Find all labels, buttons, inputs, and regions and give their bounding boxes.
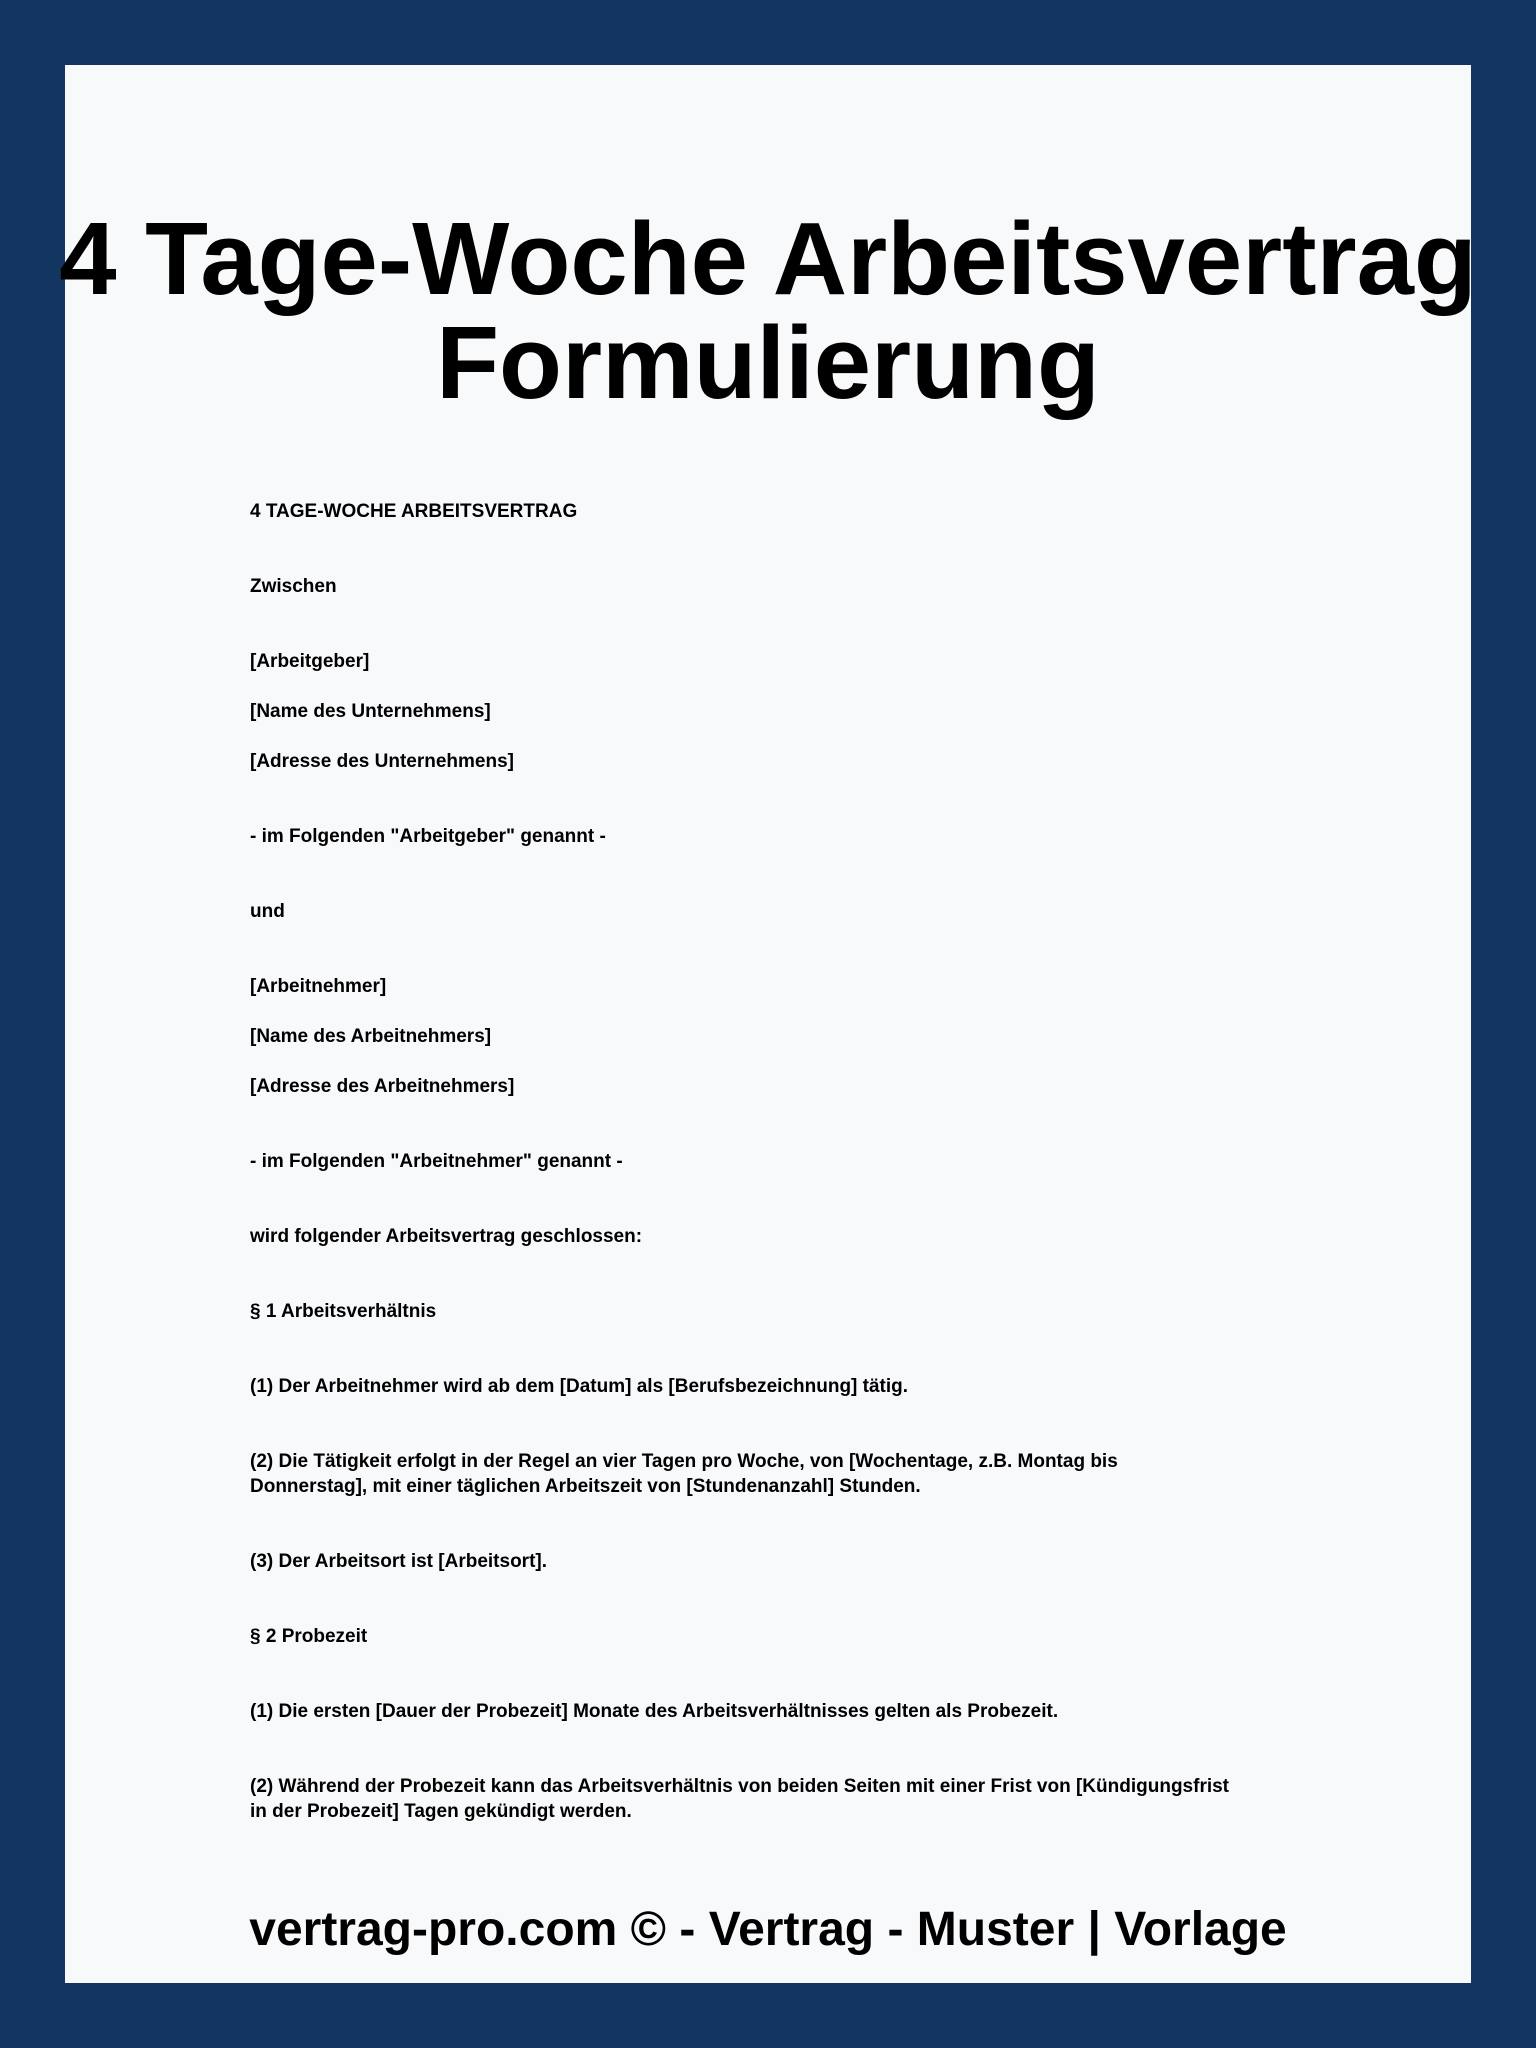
section-1-title: § 1 Arbeitsverhältnis bbox=[250, 1301, 437, 1322]
section-2-paragraph-1: (1) Die ersten [Dauer der Probezeit] Monate des Arbeitsverhältnisses gelten als Probezeit. bbox=[250, 1701, 1059, 1722]
between-text: Zwischen bbox=[250, 576, 337, 597]
section-1-paragraph-3: (3) Der Arbeitsort ist [Arbeitsort]. bbox=[250, 1551, 547, 1572]
and-text: und bbox=[250, 901, 285, 922]
employer-label: [Arbeitgeber] bbox=[250, 651, 370, 672]
employee-label: [Arbeitnehmer] bbox=[250, 976, 387, 997]
section-2-paragraph-2: (2) Während der Probezeit kann das Arbeitsverhältnis von beiden Seiten mit einer Frist von [Kündigungsfrist in der Probezeit] Tagen gekündigt werden. bbox=[250, 1776, 1230, 1822]
company-name: [Name des Unternehmens] bbox=[250, 701, 491, 722]
title-line-1: 4 Tage-Woche Arbeitsvertrag bbox=[59, 201, 1477, 316]
employer-designation: - im Folgenden "Arbeitgeber" genannt - bbox=[250, 826, 606, 847]
section-2-title: § 2 Probezeit bbox=[250, 1626, 368, 1647]
employee-designation: - im Folgenden "Arbeitnehmer" genannt - bbox=[250, 1151, 623, 1172]
contract-heading: 4 TAGE-WOCHE ARBEITSVERTRAG bbox=[250, 501, 578, 522]
section-1-paragraph-2: (2) Die Tätigkeit erfolgt in der Regel an vier Tagen pro Woche, von [Wochentage, z.B. Montag bis Donnerstag], mit einer täglichen Arbeitszeit von [Stundenanzahl] Stunden. bbox=[250, 1451, 1118, 1497]
employee-address: [Adresse des Arbeitnehmers] bbox=[250, 1076, 515, 1097]
section-1-paragraph-1: (1) Der Arbeitnehmer wird ab dem [Datum] als [Berufsbezeichnung] tätig. bbox=[250, 1376, 909, 1397]
title-line-2: Formulierung bbox=[436, 305, 1100, 420]
contract-intro: wird folgender Arbeitsvertrag geschlossen: bbox=[250, 1226, 643, 1247]
employee-name: [Name des Arbeitnehmers] bbox=[250, 1026, 492, 1047]
document-page bbox=[59, 65, 1477, 1983]
company-address: [Adresse des Unternehmens] bbox=[250, 751, 514, 772]
document-title bbox=[0, 201, 1536, 420]
footer-watermark: vertrag-pro.com © - Vertrag - Muster | Vorlage bbox=[249, 1903, 1287, 1956]
